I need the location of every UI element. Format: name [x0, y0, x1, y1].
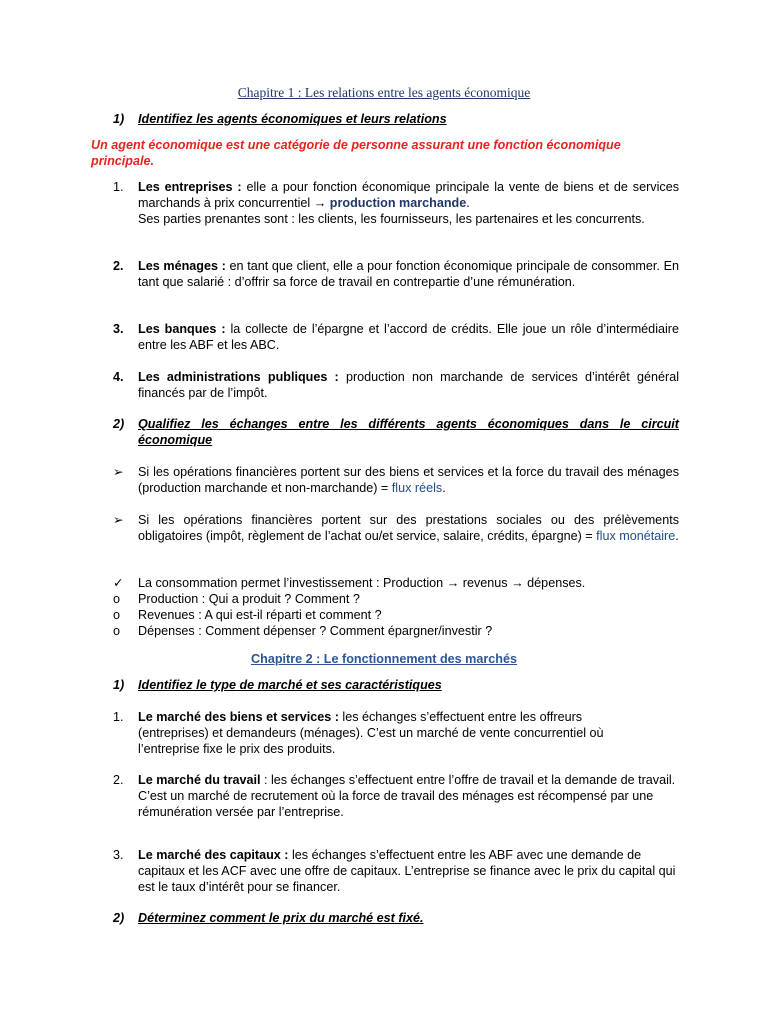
term: Le marché des biens et services :: [138, 710, 339, 724]
item-text: production non marchande de services d’intérêt général financés par de l’impôt.: [138, 370, 679, 400]
list-number: 3.: [113, 848, 124, 862]
list-number: 1.: [113, 180, 124, 194]
list-number: 2.: [113, 773, 124, 787]
item-text: elle a pour fonction économique principale la vente de biens et de services marchands à prix concurrentiel →: [138, 180, 679, 210]
sub-item-text: Revenues : A qui est-il réparti et comment ?: [138, 608, 382, 622]
term: Les administrations publiques :: [138, 370, 339, 384]
arrow-bullet-icon: ➢: [113, 513, 124, 527]
circle-bullet-icon: o: [113, 624, 121, 638]
item-text: les échanges s’effectuent entre les ABF avec une demande de capitaux et les ACF avec une offre de capitaux. L’entreprise se finance avec le prix du capital qui est le taux d’intérêt pour se financer.: [138, 848, 676, 894]
check-icon: ✓: [113, 576, 124, 590]
item-extra-text: Ses parties prenantes sont : les clients, les fournisseurs, les partenaires et les concurrents.: [138, 212, 645, 226]
list-item-banques: [113, 321, 679, 353]
list-number: 2.: [113, 259, 124, 273]
question-number: 2): [113, 417, 125, 431]
question-text: Qualifiez les échanges entre les différents agents économiques dans le circuit économique: [138, 417, 679, 447]
punctuation: .: [675, 529, 679, 543]
list-number: 3.: [113, 322, 124, 336]
chapter-2-question-1: [113, 677, 679, 693]
list-item-administrations: [113, 369, 679, 401]
punctuation: .: [442, 481, 446, 495]
list-item-menages: [113, 258, 679, 290]
punctuation: .: [466, 196, 470, 210]
list-number: 4.: [113, 370, 124, 384]
term: Les entreprises :: [138, 180, 242, 194]
chapter-1-title: Chapitre 1 : Les relations entre les agents économique: [237, 85, 531, 100]
check-text: La consommation permet l’investissement : Production → revenus → dépenses.: [138, 576, 586, 590]
question-text: Identifiez les agents économiques et leurs relations: [138, 112, 447, 126]
bullet-flux-monetaire: [113, 512, 679, 544]
sub-item-text: Production : Qui a produit ? Comment ?: [138, 592, 360, 606]
question-number: 1): [113, 678, 125, 692]
list-item-marche-capitaux: [113, 847, 679, 895]
list-item-marche-travail: [113, 772, 679, 820]
list-item-entreprises: [113, 179, 679, 227]
bullet-text: Si les opérations financières portent sur des biens et services et la force du travail des ménages (production marchande et non-marchande) =: [138, 465, 679, 495]
term: Les ménages :: [138, 259, 226, 273]
term: Le marché des capitaux :: [138, 848, 289, 862]
bullet-flux-reels: [113, 464, 679, 496]
item-text: les échanges s’effectuent entre les offreurs (entreprises) et demandeurs (ménages). C’est un marché de vente concurrentiel où l’entreprise fixe le prix des produits.: [138, 710, 604, 756]
bullet-text: Si les opérations financières portent sur des prestations sociales ou des prélèvements obligatoires (impôt, règlement de l’achat ou/et service, salaire, crédits, épargne) =: [138, 513, 679, 543]
question-text: Déterminez comment le prix du marché est fixé.: [138, 911, 424, 925]
sub-item-text: Dépenses : Comment dépenser ? Comment épargner/investir ?: [138, 624, 493, 638]
question-text: Identifiez le type de marché et ses caractéristiques: [138, 678, 442, 692]
item-text: en tant que client, elle a pour fonction économique principale de consommer. En tant que salarié : d’offrir sa force de travail en contrepartie d’une rémunération.: [138, 259, 680, 289]
flux-term: flux monétaire: [596, 529, 676, 543]
sub-item-revenues: [113, 607, 679, 623]
sub-item-depenses: [113, 623, 679, 639]
circle-bullet-icon: o: [113, 608, 121, 622]
agent-definition: Un agent économique est une catégorie de personne assurant une fonction économique principale.: [91, 138, 621, 168]
question-number: 2): [113, 911, 125, 925]
chapter-1-question-2: [113, 416, 679, 448]
list-number: 1.: [113, 710, 124, 724]
chapter-2-question-2: [113, 910, 679, 926]
circle-bullet-icon: o: [113, 592, 121, 606]
production-marchande-term: production marchande: [329, 196, 467, 210]
item-text: : les échanges s’effectuent entre l’offre de travail et la demande de travail. C’est un marché de recrutement où la force de travail des ménages est récompensé par une rémunération versée par l’entreprise.: [138, 773, 676, 819]
item-text: la collecte de l’épargne et l’accord de crédits. Elle joue un rôle d’intermédiaire entre les ABF et les ABC.: [138, 322, 679, 352]
question-number: 1): [113, 112, 125, 126]
sub-item-production: [113, 591, 679, 607]
term: Les banques :: [138, 322, 226, 336]
arrow-bullet-icon: ➢: [113, 465, 124, 479]
check-item: [113, 575, 679, 591]
term: Le marché du travail: [138, 773, 261, 787]
list-item-marche-biens: [113, 709, 679, 757]
chapter-1-question-1: [113, 111, 679, 127]
flux-term: flux réels: [391, 481, 443, 495]
chapter-2-title: Chapitre 2 : Le fonctionnement des marchés: [251, 652, 517, 666]
